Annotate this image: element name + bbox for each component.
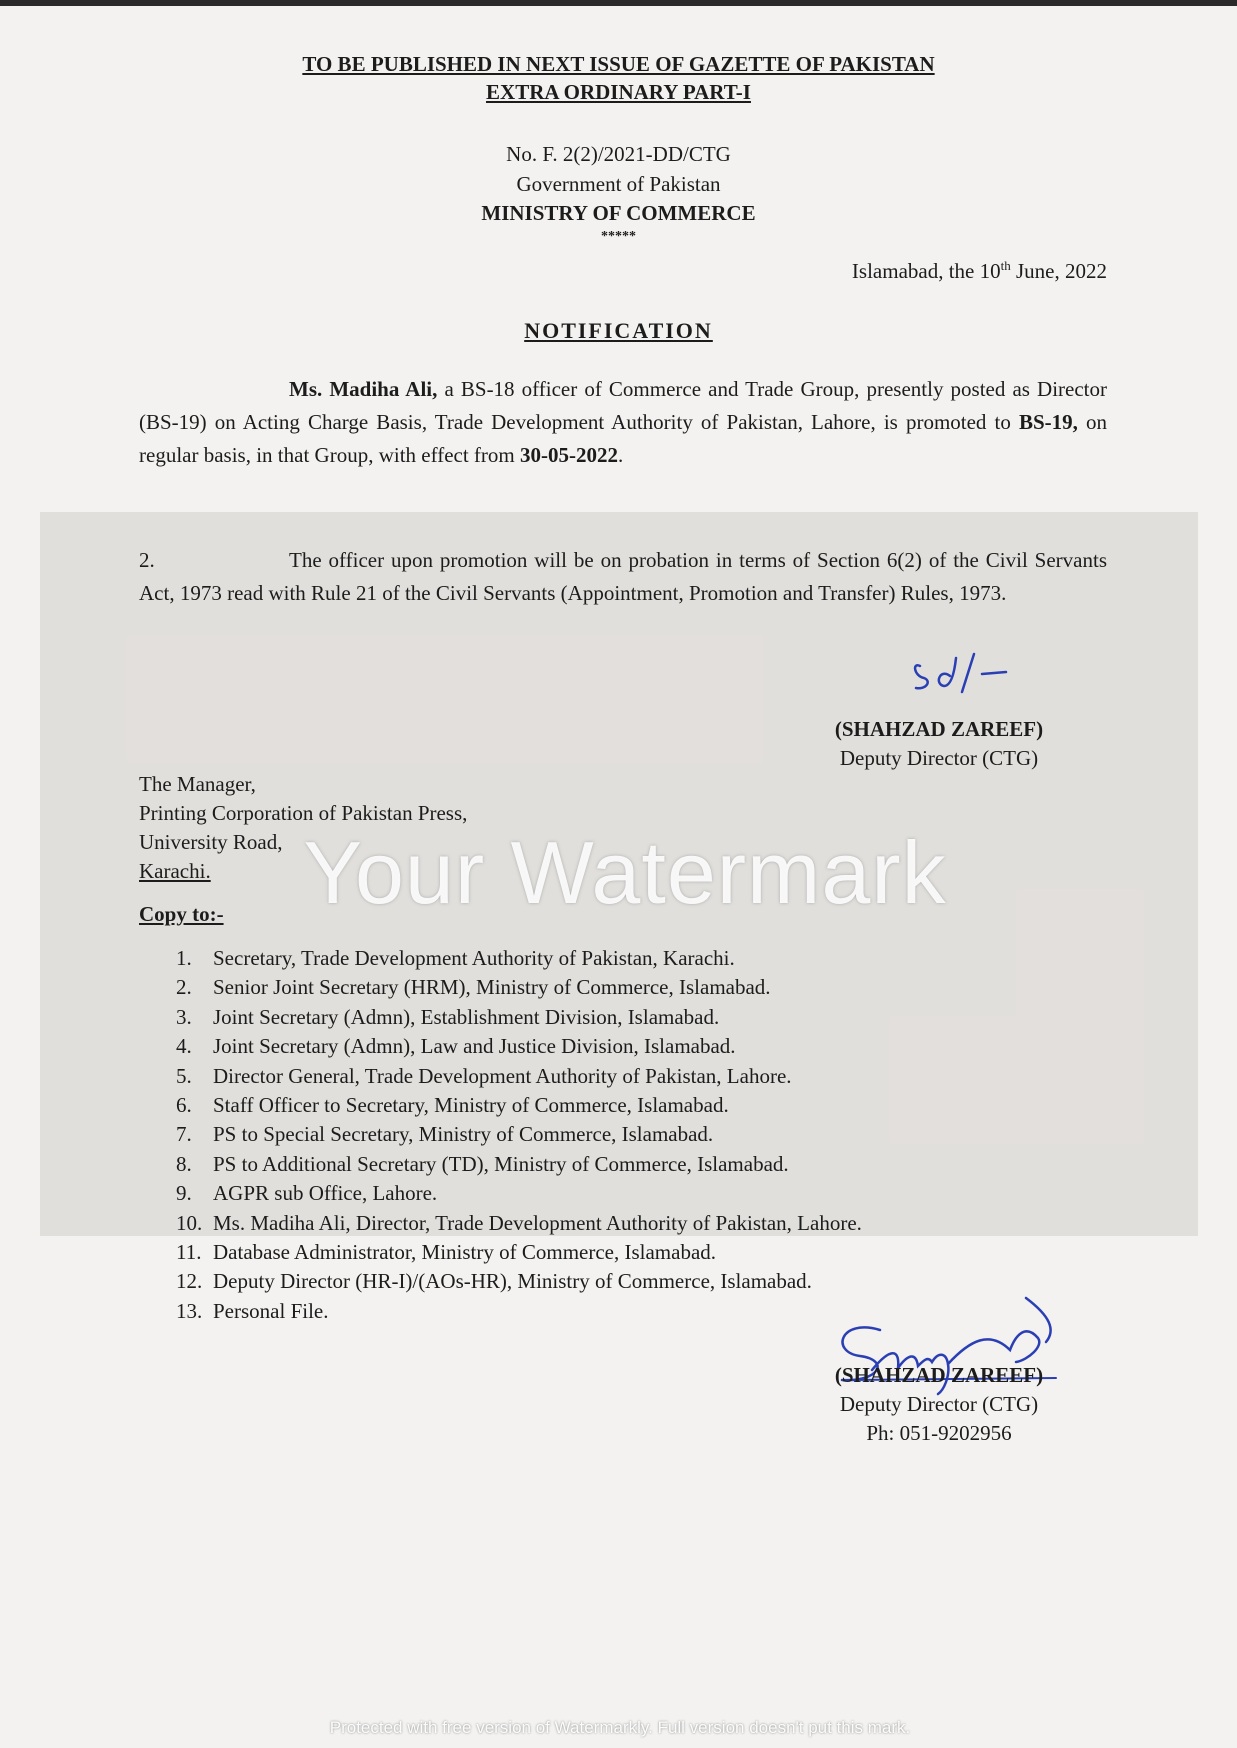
signatory-phone: Ph: 051-9202956: [866, 1421, 1012, 1445]
copy-to-item-text: Joint Secretary (Admn), Law and Justice Division, Islamabad.: [213, 1034, 736, 1059]
signatory-name: (SHAHZAD ZAREEF): [834, 717, 1044, 741]
paragraph-2: 2. The officer upon promotion will be on probation in terms of Section 6(2) of the Civil Servants Act, 1973 read with Rule 21 of the Civil Servants (Appointment, Promotion and Transfer) Rules, 1973.: [139, 548, 1107, 605]
government-name: Government of Pakistan: [516, 172, 721, 196]
copy-to-item-number: 6.: [176, 1093, 192, 1118]
copy-to-item-text: Deputy Director (HR-I)/(AOs-HR), Ministry of Commerce, Islamabad.: [213, 1269, 812, 1294]
copy-to-item: [176, 1003, 862, 1032]
copy-to-item-number: 11.: [176, 1240, 202, 1265]
copy-to-item-text: Ms. Madiha Ali, Director, Trade Development Authority of Pakistan, Lahore.: [213, 1210, 862, 1235]
paragraph-1: Ms. Madiha Ali, a BS-18 officer of Commerce and Trade Group, presently posted as Director (BS-19) on Acting Charge Basis, Trade Development Authority of Pakistan, Lahore, is promoted to BS-19, on regular basis, in that Group, with effect from 30-05-2022.: [139, 377, 1108, 467]
ministry-name: MINISTRY OF COMMERCE: [481, 201, 756, 225]
signature-block-2: [789, 1361, 1089, 1448]
copy-to-item: [176, 1032, 862, 1061]
copy-to-item: [176, 1120, 862, 1149]
gazette-subheading: EXTRA ORDINARY PART-I: [486, 80, 751, 104]
copy-to-item: [176, 1267, 862, 1296]
copy-to-item: [176, 944, 862, 973]
copy-to-item-number: 1.: [176, 946, 192, 970]
copy-to-item-number: 2.: [176, 975, 192, 1000]
copy-to-item-number: 8.: [176, 1151, 192, 1176]
copy-to-item-number: 12.: [176, 1269, 203, 1294]
copy-to-item: [176, 1062, 862, 1091]
copy-to-item-number: 7.: [176, 1122, 192, 1147]
copy-to-item: [176, 1150, 862, 1179]
copy-to-item-text: Staff Officer to Secretary, Ministry of Commerce, Islamabad.: [213, 1093, 729, 1118]
watermark-text: Your Watermark: [303, 823, 947, 922]
copy-to-item-number: 10.: [176, 1210, 203, 1235]
copy-to-title: Copy to:-: [139, 902, 224, 926]
copy-to-item-text: Director General, Trade Development Authority of Pakistan, Lahore.: [213, 1063, 792, 1088]
signatory-name: (SHAHZAD ZAREEF): [834, 1363, 1044, 1387]
copy-to-item-text: Joint Secretary (Admn), Establishment Division, Islamabad.: [213, 1004, 720, 1029]
copy-to-item-text: Secretary, Trade Development Authority of Pakistan, Karachi.: [213, 946, 735, 970]
copy-to-item-text: PS to Additional Secretary (TD), Ministry of Commerce, Islamabad.: [213, 1151, 789, 1176]
signatory-designation: Deputy Director (CTG): [839, 1392, 1039, 1416]
copy-to-item-number: 3.: [176, 1004, 192, 1029]
issue-date: Islamabad, the 10th June, 2022: [851, 258, 1107, 283]
copy-to-item: [176, 1209, 862, 1238]
copy-to-item: [176, 1238, 862, 1267]
copy-to-item-text: Personal File.: [213, 1298, 329, 1323]
notification-title: NOTIFICATION: [524, 318, 713, 343]
copy-to-item: [176, 1091, 862, 1120]
file-number: No. F. 2(2)/2021-DD/CTG: [506, 142, 731, 166]
signature-block-1: [789, 715, 1089, 773]
separator-stars: *****: [601, 229, 636, 244]
copy-to-item-text: AGPR sub Office, Lahore.: [213, 1181, 438, 1206]
copy-to-item-number: 5.: [176, 1063, 192, 1088]
addressee-block: The Manager, Printing Corporation of Pakistan Press, University Road, Karachi.: [139, 772, 468, 883]
sdl-handwritten-mark: [910, 648, 1020, 698]
scan-edge: [0, 0, 1237, 6]
copy-to-item-number: 13.: [176, 1298, 203, 1323]
copy-to-item-text: Database Administrator, Ministry of Commerce, Islamabad.: [213, 1240, 717, 1265]
gazette-heading: TO BE PUBLISHED IN NEXT ISSUE OF GAZETTE OF PAKISTAN: [302, 52, 935, 76]
signatory-designation: Deputy Director (CTG): [839, 746, 1039, 770]
copy-to-item-text: PS to Special Secretary, Ministry of Commerce, Islamabad.: [213, 1122, 714, 1147]
copy-to-item: [176, 973, 862, 1002]
copy-to-item-number: 4.: [176, 1034, 192, 1059]
copy-to-item: [176, 1179, 862, 1208]
copy-to-list: [176, 944, 862, 1326]
copy-to-item-text: Senior Joint Secretary (HRM), Ministry of Commerce, Islamabad.: [213, 975, 771, 1000]
copy-to-item-number: 9.: [176, 1181, 192, 1206]
watermark-footer-note: Protected with free version of Watermarkly. Full version doesn't put this mark.: [329, 1718, 911, 1737]
copy-to-item: [176, 1297, 862, 1326]
